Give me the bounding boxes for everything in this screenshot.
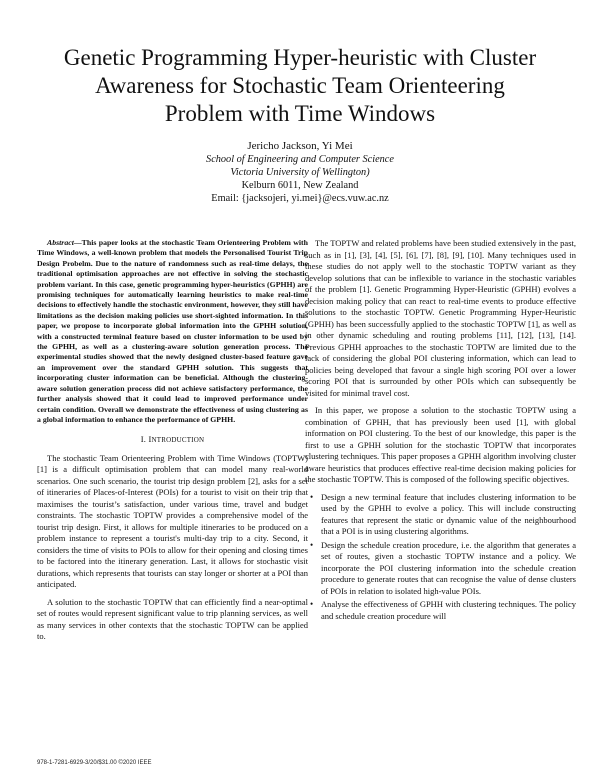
section-title-rest: NTRODUCTION [151, 436, 205, 445]
left-column [37, 238, 308, 649]
affiliation-university: Victoria University of Wellington) [230, 167, 370, 178]
abstract [37, 238, 308, 425]
intro-paragraph-2: A solution to the stochastic TOPTW that can efficiently find a near-optimal set of routes would represent significant value to trip planning services, as well as many services in other contexts that the stochastic TOPTW can be applied to. [37, 596, 308, 642]
list-item-text: Design the schedule creation procedure, i.e. the algorithm that generates a set of routes, given a stochastic TOPTW instance and a policy. We incorporate the POI clustering information into the schedule creation procedure to generate routes that can recognise the value of dense clusters of POIs in relation to isolated high-value POIs. [321, 539, 576, 596]
abstract-text: —This paper looks at the stochastic Team Orienteering Problem with Time Windows, a well-known problem that models the Personalised Tourist Trip Design Probelm. Due to the nature of randomness such as real-time delays, the traditional optimisation approaches are not effective in solving the stochastic problem variant. In this case, genetic programming hyper-heuristics (GPHH) are promising techniques for automatically learning heuristics to make real-time decisions to effectively handle the stochastic environment, however, they still have limitations as the decision making policies use short-sighted information. In this paper, we propose to incorporate global information into the GPHH solution, with a constructed terminal feature based on cluster information to be used by the GPHH, as well as a clustering-aware solution generation process. The experimental studies showed that the newly designed cluster-based feature gave an improvement over the standard GPHH solution. This suggests that incorporating cluster information can be beneficial. Although the clustering-aware solution generation process did not achieve satisfactory performance, the further analysis showed that it could lead to improved performance under certain condition. Overall we demonstrate the effectiveness of using clustering as a global information to enhance the performance of GPHH. [37, 238, 308, 424]
right-paragraph-2: In this paper, we propose a solution to the stochastic TOPTW using a combination of GPHH, that has previously been used [1], with global information on POI clustering. To the best of our knowledge, this paper is the first to use a GPHH solution for the stochastic TOPTW that incorporates clustering techniques. This paper proposes a GPHH algorithm involving cluster aware heuristics that produces effective real-time decision making policies for the stochastic TOPTW. This is composed of the following specific objectives. [305, 405, 576, 484]
bullet-icon: • [310, 491, 314, 502]
right-column [305, 238, 576, 624]
title-line-2: Awareness for Stochastic Team Orienteering [95, 73, 505, 98]
contribution-list [305, 492, 576, 623]
abstract-lead: Abstract [47, 238, 74, 247]
address: Kelburn 6011, New Zealand [241, 180, 359, 191]
list-item [310, 491, 576, 538]
title-line-1: Genetic Programming Hyper-heuristic with Cluster [63, 45, 537, 70]
list-item-text: Analyse the effectiveness of GPHH with clustering techniques. The policy and schedule creation procedure will [321, 599, 576, 621]
section-heading-introduction [37, 434, 308, 447]
copyright-footer: 978-1-7281-6929-3/20/$31.00 ©2020 IEEE [37, 760, 152, 766]
section-title-first: I [148, 434, 152, 445]
title-line-3: Problem with Time Windows [164, 101, 436, 126]
bullet-icon: • [310, 539, 314, 550]
section-numeral: I. [140, 434, 147, 445]
paper-title [40, 44, 560, 128]
email: Email: {jacksojeri, yi.mei}@ecs.vuw.ac.nz [211, 193, 389, 204]
right-paragraph-1: The TOPTW and related problems have been studied extensively in the past, such as in [1], [3], [4], [5], [6], [7], [8], [9], [10]. Many techniques used in these studies do not apply well to the stochastic TOPTW variant as they develop solutions that can be inflexible to variance in the stochastic variables of the problem [1]. Genetic Programming Hyper-Heuristic (GPHH) evolves a decision making policy that can react to real-time events to produce effective solutions to the stochastic TOPTW. Genetic Programming Hyper-Heuristic (GPHH) has been successfully applied to the stochastic TOPTW [1], as well as in other dynamic scheduling and routing problems [11], [12], [13], [14]. Previous GPHH approaches to the stochastic TOPTW are limited due to the lack of considering the global POI clustering information, which can lead to policies being developed that favour a single high scoring POI over a lower scoring POI that is surrounded by other POIs which can subsequently be visited for minimal travel cost. [305, 238, 576, 398]
author-block [0, 140, 600, 205]
bullet-icon: • [310, 599, 314, 609]
author-names: Jericho Jackson, Yi Mei [247, 140, 353, 152]
list-item [310, 539, 576, 598]
affiliation-school: School of Engineering and Computer Science [206, 154, 394, 165]
list-item [310, 599, 576, 622]
intro-paragraph-1: The stochastic Team Orienteering Problem with Time Windows (TOPTW) [1] is a difficult optimisation problem that can model many real-world scenarios. One such scenario, the tourist trip design problem [2], asks for a set of itineraries of Places-of-Interest (POIs) for a tourist to visit on their trip that maximises the tourist’s satisfaction, under various time, travel and budget constraints. The stochastic TOPTW provides a comprehensive model of the tourist trip design. First, it allows for multiple itineraries to be produced on a problem instance to represent a tourist's multi-day trip to a city. Second, it considers the time of visits to POIs to allow for their opening and closing times to be factored into the itinerary generation. Last, it allows for stochastic visit durations, which represents that tourists can stay longer or shorter at a POI than anticipated. [37, 452, 308, 590]
list-item-text: Design a new terminal feature that includes clustering information to be used by the GPHH to evolve a policy. This will include constructing features that represent the static or dynamic value of the neighbourhood that a POI is in using clustering algorithms. [321, 491, 576, 536]
